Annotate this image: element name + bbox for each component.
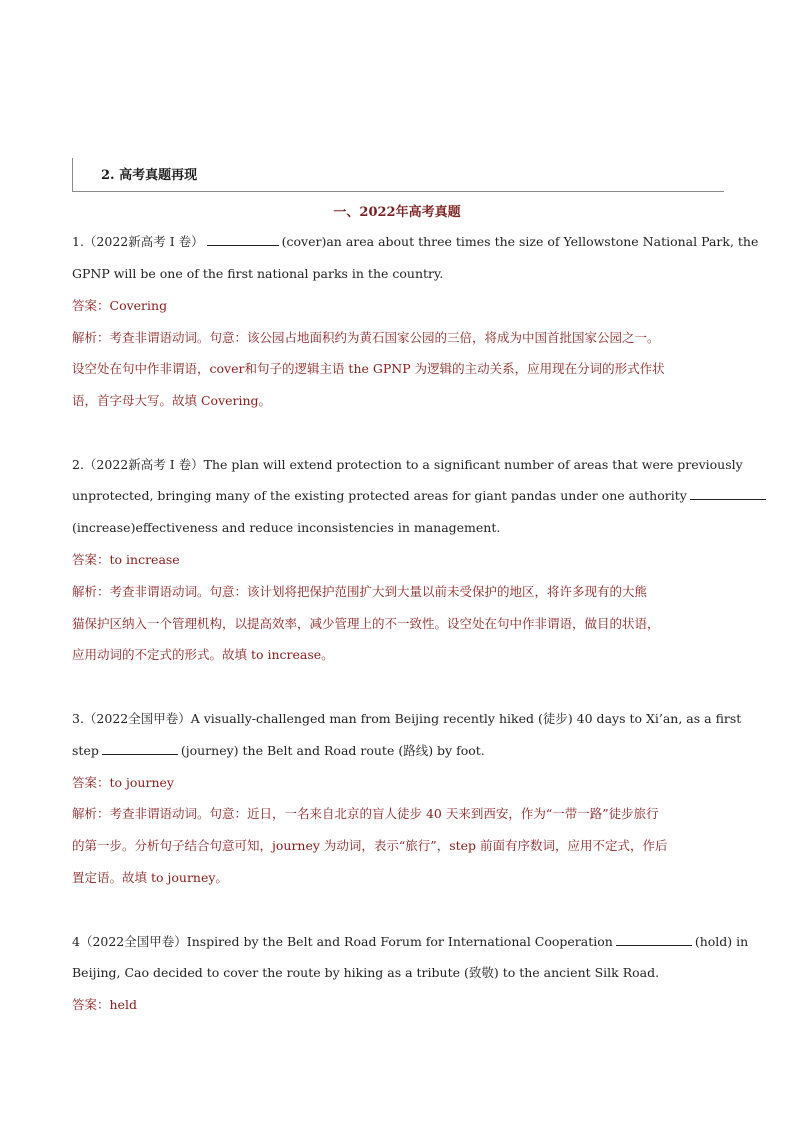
q3-line-1: 3.（2022全国甲卷）A visually-challenged man from Beijing recently hiked (徒步) 40 days to Xi’an, as a first [72, 711, 742, 726]
q1-number: 1.（2022新高考 I 卷） [72, 234, 204, 249]
sub-heading: 一、2022年高考真题 [333, 205, 461, 220]
q3-explanation-1: 解析：考查非谓语动词。句意：近日，一名来自北京的盲人徒步 40 天来到西安，作为“一带一路”徒步旅行 [72, 806, 659, 821]
q1-answer: 答案：Covering [72, 298, 168, 313]
q3-answer: 答案：to journey [72, 775, 174, 790]
q3-explanation-2: 的第一步。分析句子结合句意可知，journey 为动词，表示“旅行”，step 前面有序数词，应用不定式，作后 [72, 838, 668, 853]
q1-explanation-3: 语，首字母大写。故填 Covering。 [72, 393, 272, 408]
q4-text-end: (hold) in [694, 934, 749, 949]
q4-answer: 答案：held [72, 997, 137, 1012]
q2-line-2 [72, 487, 732, 505]
q3-line-2 [72, 742, 732, 760]
q2-explanation-3: 应用动词的不定式的形式。故填 to increase。 [72, 647, 334, 662]
q1-line-2: GPNP will be one of the first national parks in the country. [72, 266, 444, 281]
q2-blank[interactable] [690, 487, 766, 500]
q2-explanation-1: 解析：考查非谓语动词。句意：该计划将把保护范围扩大到大量以前未受保护的地区，将许多现有的大熊 [72, 584, 648, 599]
q1-explanation-1: 解析：考查非谓语动词。句意：该公园占地面积约为黄石国家公园的三倍，将成为中国首批国家公园之一。 [72, 330, 660, 345]
q2-text: unprotected, bringing many of the existing protected areas for giant pandas under one authority [72, 488, 687, 503]
q4-line-1 [72, 933, 749, 951]
q1-line-1 [72, 233, 759, 251]
q3-text-end: (journey) the Belt and Road route (路线) by foot. [180, 743, 485, 758]
q3-explanation-3: 置定语。故填 to journey。 [72, 870, 228, 885]
q4-text-start: 4（2022全国甲卷）Inspired by the Belt and Road Forum for International Cooperation [72, 934, 613, 949]
q4-line-2: Beijing, Cao decided to cover the route by hiking as a tribute (致敬) to the ancient Silk Road. [72, 965, 660, 980]
q1-blank[interactable] [207, 233, 279, 246]
q1-text: (cover)an area about three times the size of Yellowstone National Park, the [281, 234, 759, 249]
q3-text-start: step [72, 743, 99, 758]
q4-blank[interactable] [616, 933, 692, 946]
q2-line-1: 2.（2022新高考 I 卷）The plan will extend protection to a significant number of areas that were previously [72, 457, 743, 472]
section-heading-box [72, 158, 724, 192]
q2-line-3: (increase)effectiveness and reduce inconsistencies in management. [72, 520, 501, 535]
q2-answer: 答案：to increase [72, 552, 180, 567]
q3-blank[interactable] [102, 742, 178, 755]
q1-explanation-2: 设空处在句中作非谓语，cover和句子的逻辑主语 the GPNP 为逻辑的主动关系，应用现在分词的形式作状 [72, 361, 665, 376]
q2-explanation-2: 猫保护区纳入一个管理机构，以提高效率，减少管理上的不一致性。设空处在句中作非谓语，做目的状语， [72, 616, 660, 631]
section-heading: 2. 高考真题再现 [101, 168, 198, 183]
